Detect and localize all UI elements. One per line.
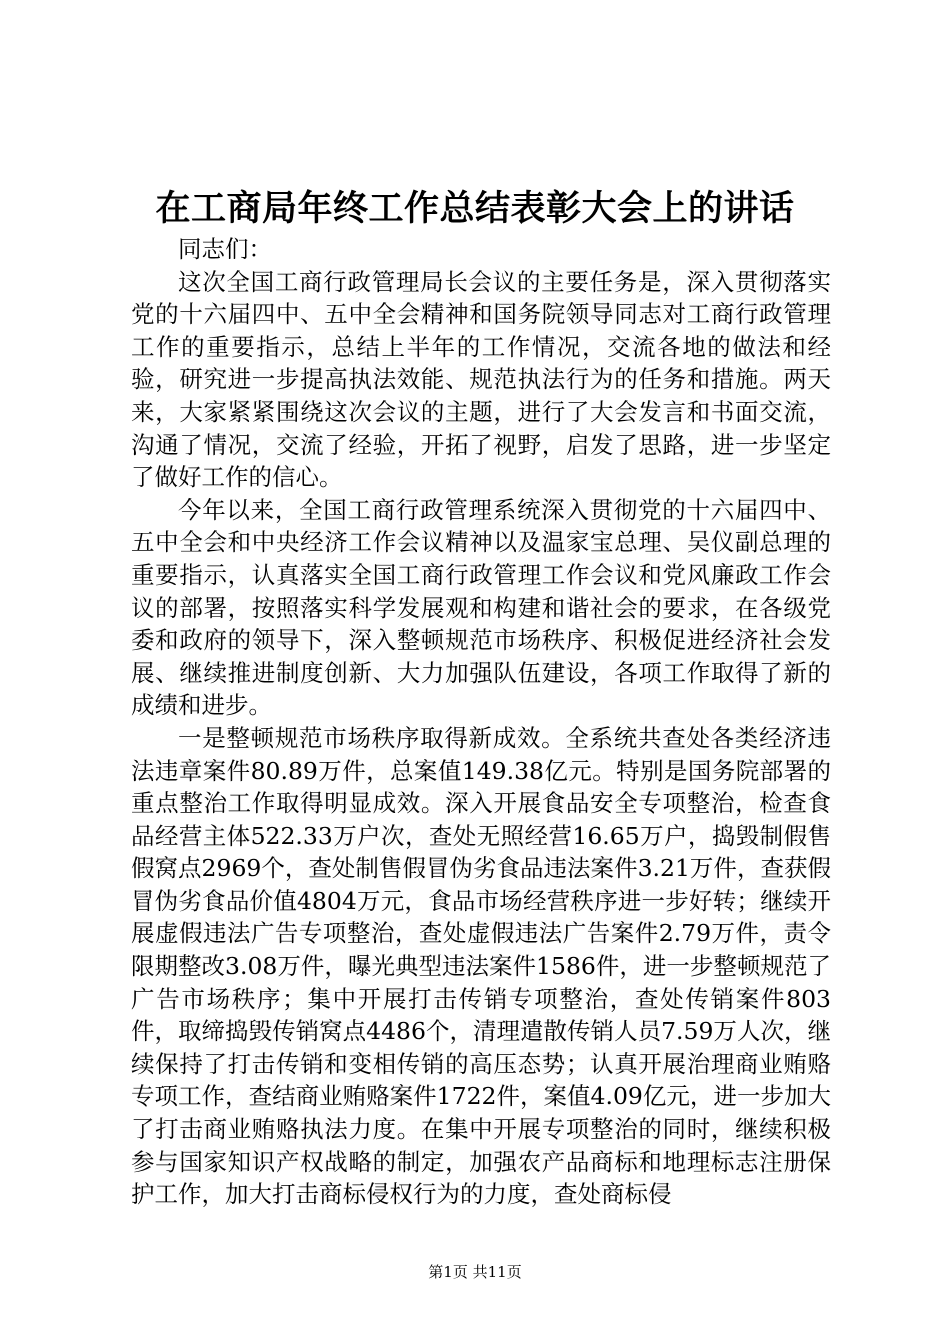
document-body	[131, 233, 831, 1211]
page-footer: 第1页 共11页	[428, 1263, 522, 1281]
paragraph-2: 今年以来，全国工商行政管理系统深入贯彻党的十六届四中、五中全会和中央经济工作会议精神以及温家宝总理、吴仪副总理的重要指示，认真落实全国工商行政管理工作会议和党风廉政工作会议的部署，按照落实科学发展观和构建和谐社会的要求，在各级党委和政府的领导下，深入整顿规范市场秩序、积极促进经济社会发展、继续推进制度创新、大力加强队伍建设，各项工作取得了新的成绩和进步。	[131, 495, 831, 720]
paragraph-3: 一是整顿规范市场秩序取得新成效。全系统共查处各类经济违法违章案件80.89万件，总案值149.38亿元。特别是国务院部署的重点整治工作取得明显成效。深入开展食品安全专项整治，检查食品经营主体522.33万户次，查处无照经营16.65万户，捣毁制假售假窝点2969个，查处制售假冒伪劣食品违法案件3.21万件，查获假冒伪劣食品价值4804万元，食品市场经营秩序进一步好转；继续开展虚假违法广告专项整治，查处虚假违法广告案件2.79万件，责令限期整改3.08万件，曝光典型违法案件1586件，进一步整顿规范了广告市场秩序；集中开展打击传销专项整治，查处传销案件803件，取缔捣毁传销窝点4486个，清理遣散传销人员7.59万人次，继续保持了打击传销和变相传销的高压态势；认真开展治理商业贿赂专项工作，查结商业贿赂案件1722件，案值4.09亿元，进一步加大了打击商业贿赂执法力度。在集中开展专项整治的同时，继续积极参与国家知识产权战略的制定，加强农产品商标和地理标志注册保护工作，加大打击商标侵权行为的力度，查处商标侵	[131, 723, 831, 1209]
paragraph-1: 这次全国工商行政管理局长会议的主要任务是，深入贯彻落实党的十六届四中、五中全会精神和国务院领导同志对工商行政管理工作的重要指示，总结上半年的工作情况，交流各地的做法和经验，研究进一步提高执法效能、规范执法行为的任务和措施。两天来，大家紧紧围绕这次会议的主题，进行了大会发言和书面交流，沟通了情况，交流了经验，开拓了视野，启发了思路，进一步坚定了做好工作的信心。	[131, 267, 831, 492]
salutation: 同志们：	[178, 235, 272, 263]
document-title: 在工商局年终工作总结表彰大会上的讲话	[155, 189, 795, 229]
